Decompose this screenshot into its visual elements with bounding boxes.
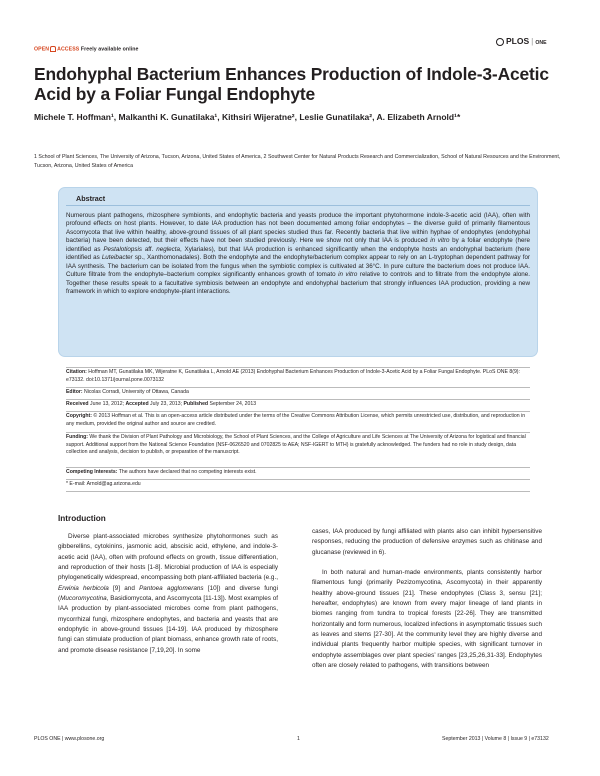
intro-paragraph: Diverse plant-associated microbes synthesize phytohormones such as gibberellins, cytokinins, jasmonic acid, abscisic acid, ethylene, and indole-3-acetic acid (IAA), often with profound effects on growth, tissue differentiation, and reproduction of their hosts [1-8]. Microbial production of IAA is especially phylogenetically widespread, encompassing both plant-affiliated bacteria (e.g., Erwinia herbicola [9] and Pantoea agglomerans [10]) and diverse fungi (Mucoromycotina, Basidiomycota, and Ascomycota [11-13]). Most examples of IAA production by plant-associated microbes come from plant pathogens, mycorrhizal fungi, rhizosphere endophytes, and bacteria and yeasts that are endophytic in above-ground tissues [14-19]. IAA produced by rhizosphere fungi can stimulate production of plant biomass, enhance growth rate of roots, and promote disease resistance [7,19,20]. In some xyxy=(58,533,278,654)
meta-divider xyxy=(66,432,530,433)
one-wordmark: ONE xyxy=(535,40,547,46)
meta-divider xyxy=(66,399,530,400)
meta-divider xyxy=(66,387,530,388)
funding: Funding: We thank the Division of Plant Pathology and Microbiology, the School of Plant Sciences, and the College of Agriculture and Life Sciences at The University of Arizona for logistical and financial support. Additional support from the National Science Foundation (NSF-0626520 and 0702825 to AEA; NSF-IGERT to MTH) is gratefully acknowledged. The funders had no role in study design, data collection and analysis, decision to publish, or preparation of the manuscript. xyxy=(66,434,526,456)
intro-paragraph-continued: cases, IAA produced by fungi affiliated with plants also can inhibit hypersensitive responses, reducing the production of defensive enzymes such as chitinase and glucanase (reviewed in 6). xyxy=(312,528,542,556)
open-access-banner xyxy=(34,46,139,52)
competing-interests: Competing Interests: The authors have declared that no competing interests exist. xyxy=(66,469,257,475)
editor: Editor: Nicolas Corradi, University of Ottawa, Canada xyxy=(66,389,189,395)
page-number: 1 xyxy=(297,736,300,742)
plos-wordmark: PLOS xyxy=(506,36,530,46)
affiliations: 1 School of Plant Sciences, The University of Arizona, Tucson, Arizona, United States of America, 2 Southwest Center for Natural Products Research and Commercialization, School of Natural Resources and the Environment, Tucson, Arizona, United States of America xyxy=(34,154,561,169)
meta-divider xyxy=(66,467,530,468)
meta-divider-bottom xyxy=(66,491,530,492)
open-label: OPEN xyxy=(34,46,50,53)
publication-dates: Received June 13, 2012; Accepted July 23, 2013; Published September 24, 2013 xyxy=(66,401,257,407)
abstract-divider xyxy=(66,205,530,206)
intro-right-column xyxy=(312,527,542,671)
intro-paragraph: In both natural and human-made environments, plants consistently harbor filamentous fungi (primarily Pezizomycotina, Ascomycota) in their apparently healthy above-ground tissues [21]. These endophytes (Class 3, sensu [21]; hereafter, endophytes) are known from every major lineage of land plants in biomes ranging from tundra to tropical forests [22-26]. They are transmitted horizontally and form numerous, localized infections in asymptomatic tissues such as leaves and stems [27-30]. At the community level they are highly diverse and individual plants frequently harbor multiple species, with significant turnover in endophyte assemblages over plant species’ ranges [23,25,26,31-33]. Endophytes often are closely related to pathogens, with transitions between xyxy=(312,569,542,670)
meta-divider xyxy=(66,479,530,480)
freely-available-label: Freely available online xyxy=(80,46,139,53)
copyright: Copyright: © 2013 Hoffman et al. This is an open-access article distributed under the terms of the Creative Commons Attribution License, which permits unrestricted use, distribution, and reproduction in any medium, provided the original author and source are credited. xyxy=(66,413,526,427)
abstract-heading: Abstract xyxy=(76,194,106,203)
introduction-heading: Introduction xyxy=(58,514,106,523)
footer-issue: September 2013 | Volume 8 | Issue 9 | e73132 xyxy=(442,736,549,742)
meta-divider xyxy=(66,411,530,412)
meta-divider-top xyxy=(66,367,530,368)
corresponding-email[interactable]: * E-mail: Arnold@ag.arizona.edu xyxy=(66,481,141,487)
access-label: ACCESS xyxy=(57,46,80,53)
plos-one-logo[interactable]: PLOS | ONE xyxy=(496,36,547,46)
article-title: Endohyphal Bacterium Enhances Production of Indole-3-Acetic Acid by a Foliar Fungal Endophyte xyxy=(34,64,549,104)
citation: Citation: Hoffman MT, Gunatilaka MK, Wijeratne K, Gunatilaka L, Arnold AE (2013) Endohyphal Bacterium Enhances Production of Indole-3-Acetic Acid by a Foliar Fungal Endophyte. PLoS ONE 8(9): e73132. doi:10.1371/journal.pone.0073132 xyxy=(66,369,520,383)
footer-journal[interactable]: PLOS ONE | www.plosone.org xyxy=(34,736,105,742)
open-access-lock-icon xyxy=(50,46,56,52)
abstract-text: Numerous plant pathogens, rhizosphere symbionts, and endophytic bacteria and yeasts produce the important phytohormone indole-3-acetic acid (IAA), often with profound effects on host plants. However, to date IAA production has not been documented among foliar endophytes – the diverse guild of primarily filamentous Ascomycota that live within healthy, above-ground tissues of all plant species studied thus far. Recently bacteria that live within hyphae of endophytes (endohyphal bacteria) have been detected, but their effects have not been studied previously. Here we show not only that IAA is produced in vitro by a foliar endophyte (here identified as Pestalotiopsis aff. neglecta, Xylariales), but that IAA production is enhanced significantly when the endophyte hosts an endohyphal bacterium (here identified as Luteibacter sp., Xanthomonadales). Both the endophyte and the endophyte/bacterium complex appear to rely on an L-tryptophan dependent pathway for IAA synthesis. The bacterium can be isolated from the fungus when the symbiotic complex is cultivated at 36°C. In pure culture the bacterium does not produce IAA. Culture filtrate from the endophyte–bacterium complex significantly enhances growth of tomato in vitro relative to controls and to filtrate from the endophyte alone. Together these results speak to a facultative symbiosis between an endophyte and endohyphal bacterium that strongly influences IAA production, providing a new framework in which to explore endophyte-plant interactions. xyxy=(66,212,531,296)
author-list: Michele T. Hoffman¹, Malkanthi K. Gunatilaka¹, Kithsiri Wijeratne², Leslie Gunatilaka², A. Elizabeth Arnold¹* xyxy=(34,112,461,122)
plos-logo-icon xyxy=(496,38,504,46)
intro-left-column xyxy=(58,532,278,656)
